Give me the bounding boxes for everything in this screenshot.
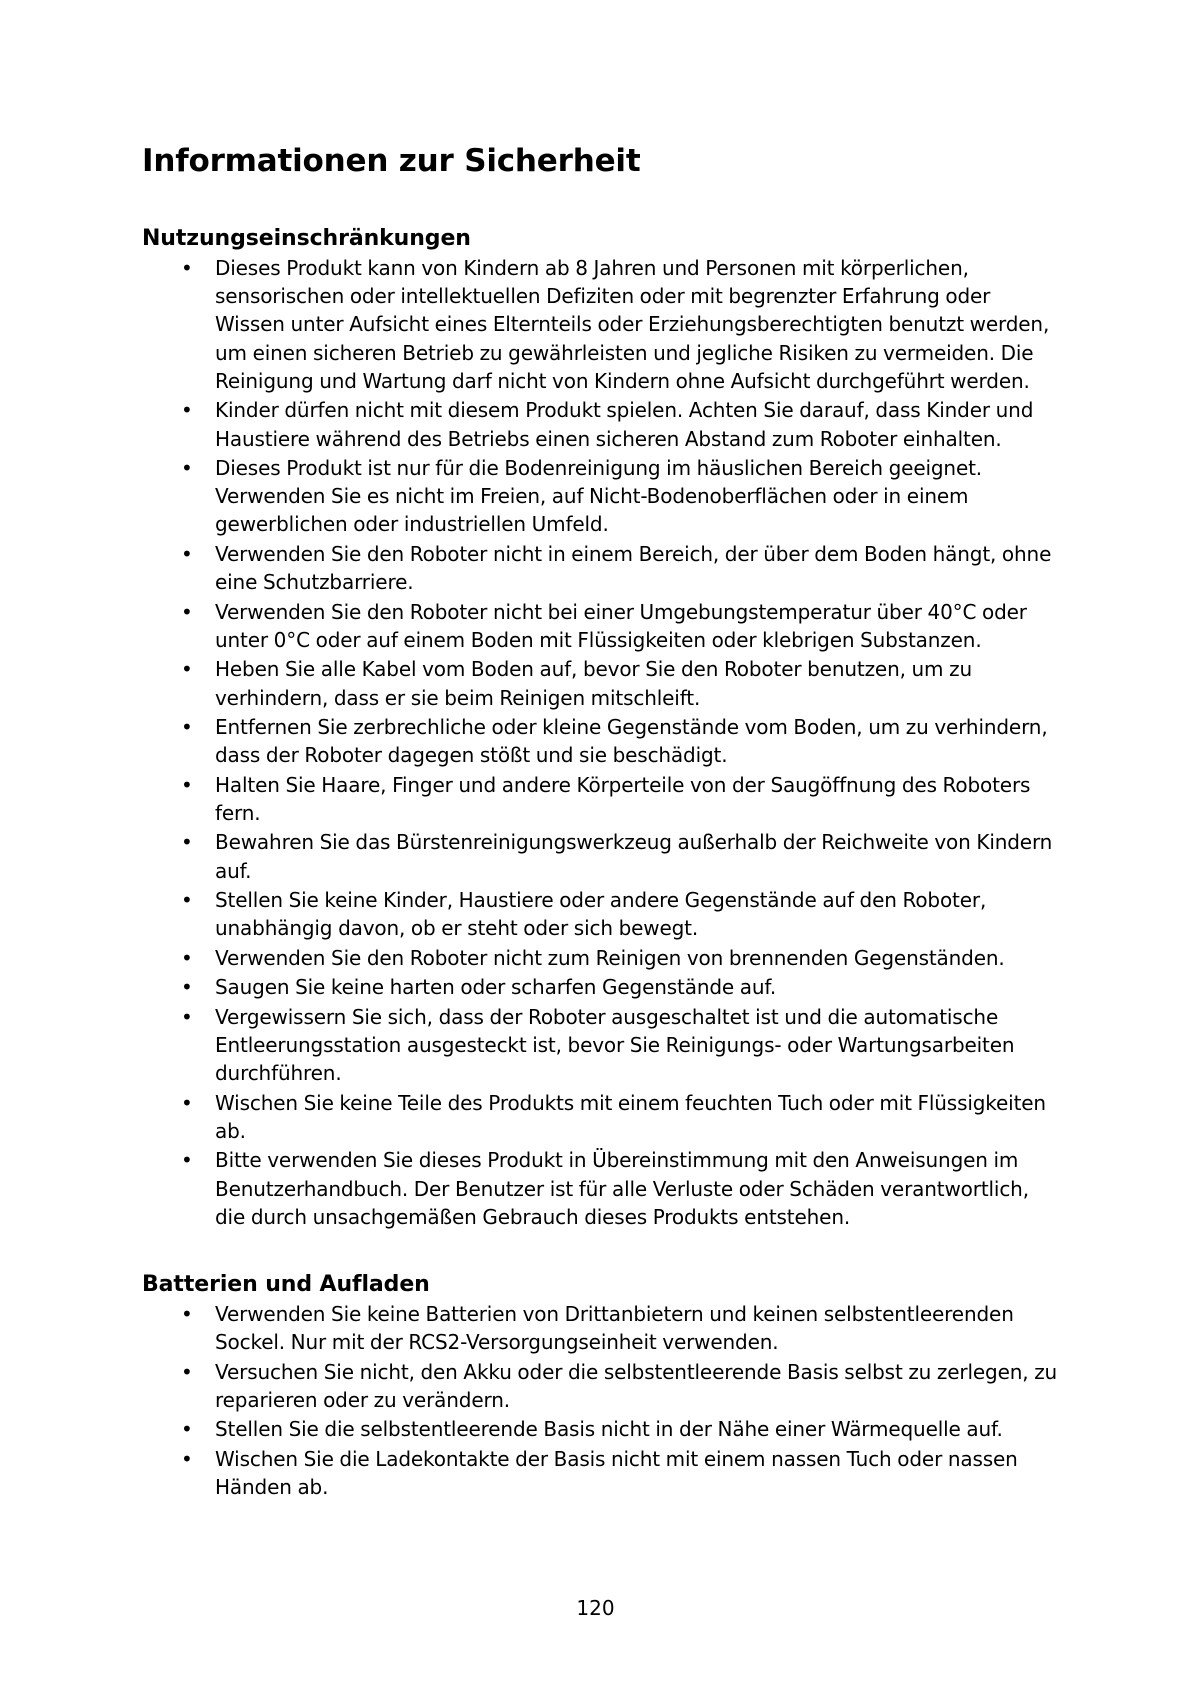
section-nutzungseinschraenkungen	[142, 224, 1062, 1232]
list-item	[142, 771, 1062, 827]
list-item-text: Wischen Sie keine Teile des Produkts mit einem feuchten Tuch oder mit Flüssigkeiten ab.	[215, 1090, 1046, 1143]
bullet-icon: •	[181, 715, 193, 740]
list-item	[142, 1146, 1062, 1231]
bullet-icon: •	[181, 599, 193, 624]
list-item	[142, 1415, 1062, 1443]
list-item-text: Vergewissern Sie sich, dass der Roboter ausgeschaltet ist und die automatische Entleerungsstation ausgesteckt ist, bevor Sie Reinigungs- oder Wartungsarbeiten durchführen.	[215, 1004, 1015, 1086]
list-item-text: Bitte verwenden Sie dieses Produkt in Übereinstimmung mit den Anweisungen im Benutzerhandbuch. Der Benutzer ist für alle Verluste oder Schäden verantwortlich, die durch unsachgemäßen Gebrauch dieses Produkts entstehen.	[215, 1148, 1029, 1229]
list-item-text: Dieses Produkt kann von Kindern ab 8 Jahren und Personen mit körperlichen, sensorischen oder intellektuellen Defiziten oder mit begrenzter Erfahrung oder Wissen unter Aufsicht eines Elternteils oder Erziehungsberechtigten benutzt werden, um einen sicheren Betrieb zu gewährleisten und jegliche Risiken zu vermeiden. Die Reinigung und Wartung darf nicht von Kindern ohne Aufsicht durchgeführt werden.	[215, 256, 1050, 393]
list-item-text: Stellen Sie die selbstentleerende Basis nicht in der Nähe einer Wärmequelle auf.	[215, 1417, 1003, 1442]
list-item	[142, 454, 1062, 539]
list-item	[142, 540, 1062, 596]
bullet-icon: •	[181, 1359, 193, 1384]
section-batterien-und-aufladen	[142, 1270, 1062, 1503]
list-item	[142, 944, 1062, 972]
page-title: Informationen zur Sicherheit	[142, 143, 641, 179]
list-item-text: Saugen Sie keine harten oder scharfen Gegenstände auf.	[215, 975, 777, 1000]
bullet-icon: •	[181, 1417, 193, 1442]
list-item-text: Wischen Sie die Ladekontakte der Basis nicht mit einem nassen Tuch oder nassen Händen ab.	[215, 1446, 1018, 1500]
bullet-icon: •	[181, 772, 193, 797]
list-item-text: Bewahren Sie das Bürstenreinigungswerkzeug außerhalb der Reichweite von Kindern auf.	[215, 830, 1053, 883]
section-heading: Batterien und Aufladen	[142, 1272, 430, 1297]
list-item-text: Kinder dürfen nicht mit diesem Produkt spielen. Achten Sie darauf, dass Kinder und Haustiere während des Betriebs einen sicheren Abstand zum Roboter einhalten.	[215, 398, 1034, 451]
page-number: 120	[576, 1596, 615, 1620]
bullet-icon: •	[181, 1004, 193, 1029]
list-item-text: Entfernen Sie zerbrechliche oder kleine Gegenstände vom Boden, um zu verhindern, dass der Roboter dagegen stößt und sie beschädigt.	[215, 715, 1048, 768]
list-item	[142, 886, 1062, 942]
list-item	[142, 1358, 1062, 1414]
list-item	[142, 396, 1062, 452]
section-heading: Nutzungseinschränkungen	[142, 226, 471, 251]
list-item-text: Verwenden Sie keine Batterien von Drittanbietern und keinen selbstentleerenden Sockel. Nur mit der RCS2-Versorgungseinheit verwenden.	[215, 1302, 1014, 1355]
list-item-text: Verwenden Sie den Roboter nicht bei einer Umgebungstemperatur über 40°C oder unter 0°C oder auf einem Boden mit Flüssigkeiten oder klebrigen Substanzen.	[215, 599, 1027, 652]
list-item	[142, 713, 1062, 769]
bullet-icon: •	[181, 945, 193, 970]
bullet-icon: •	[181, 1302, 193, 1326]
bullet-icon: •	[181, 398, 193, 423]
list-item-text: Versuchen Sie nicht, den Akku oder die selbstentleerende Basis selbst zu zerlegen, zu reparieren oder zu verändern.	[215, 1359, 1058, 1412]
bullet-icon: •	[181, 1446, 193, 1471]
list-item	[142, 973, 1062, 1001]
bullet-icon: •	[181, 888, 193, 913]
list-item	[142, 1445, 1062, 1501]
list-item	[142, 655, 1062, 711]
bullet-icon: •	[181, 830, 193, 855]
list-item-text: Verwenden Sie den Roboter nicht zum Reinigen von brennenden Gegenständen.	[215, 945, 1005, 970]
bullet-icon: •	[181, 1090, 193, 1115]
bullet-icon: •	[181, 657, 193, 682]
bullet-icon: •	[181, 1148, 193, 1173]
list-item-text: Dieses Produkt ist nur für die Bodenreinigung im häuslichen Bereich geeignet. Verwenden Sie es nicht im Freien, auf Nicht-Bodenoberflächen oder in einem gewerblichen oder industriellen Umfeld.	[215, 456, 983, 537]
list-item	[142, 254, 1062, 395]
bullet-list	[142, 254, 1062, 1231]
list-item-text: Halten Sie Haare, Finger und andere Körperteile von der Saugöffnung des Roboters fern.	[215, 772, 1031, 825]
bullet-icon: •	[181, 541, 193, 566]
list-item	[142, 1003, 1062, 1088]
list-item-text: Heben Sie alle Kabel vom Boden auf, bevor Sie den Roboter benutzen, um zu verhindern, dass er sie beim Reinigen mitschleift.	[215, 657, 972, 710]
list-item	[142, 828, 1062, 884]
bullet-icon: •	[181, 975, 193, 1000]
list-item	[142, 598, 1062, 654]
bullet-icon: •	[181, 456, 193, 481]
bullet-icon: •	[181, 256, 193, 280]
list-item	[142, 1300, 1062, 1356]
list-item-text: Stellen Sie keine Kinder, Haustiere oder andere Gegenstände auf den Roboter, unabhängig davon, ob er steht oder sich bewegt.	[215, 888, 987, 941]
bullet-list	[142, 1300, 1062, 1501]
list-item-text: Verwenden Sie den Roboter nicht in einem Bereich, der über dem Boden hängt, ohne eine Schutzbarriere.	[215, 541, 1052, 595]
list-item	[142, 1089, 1062, 1145]
